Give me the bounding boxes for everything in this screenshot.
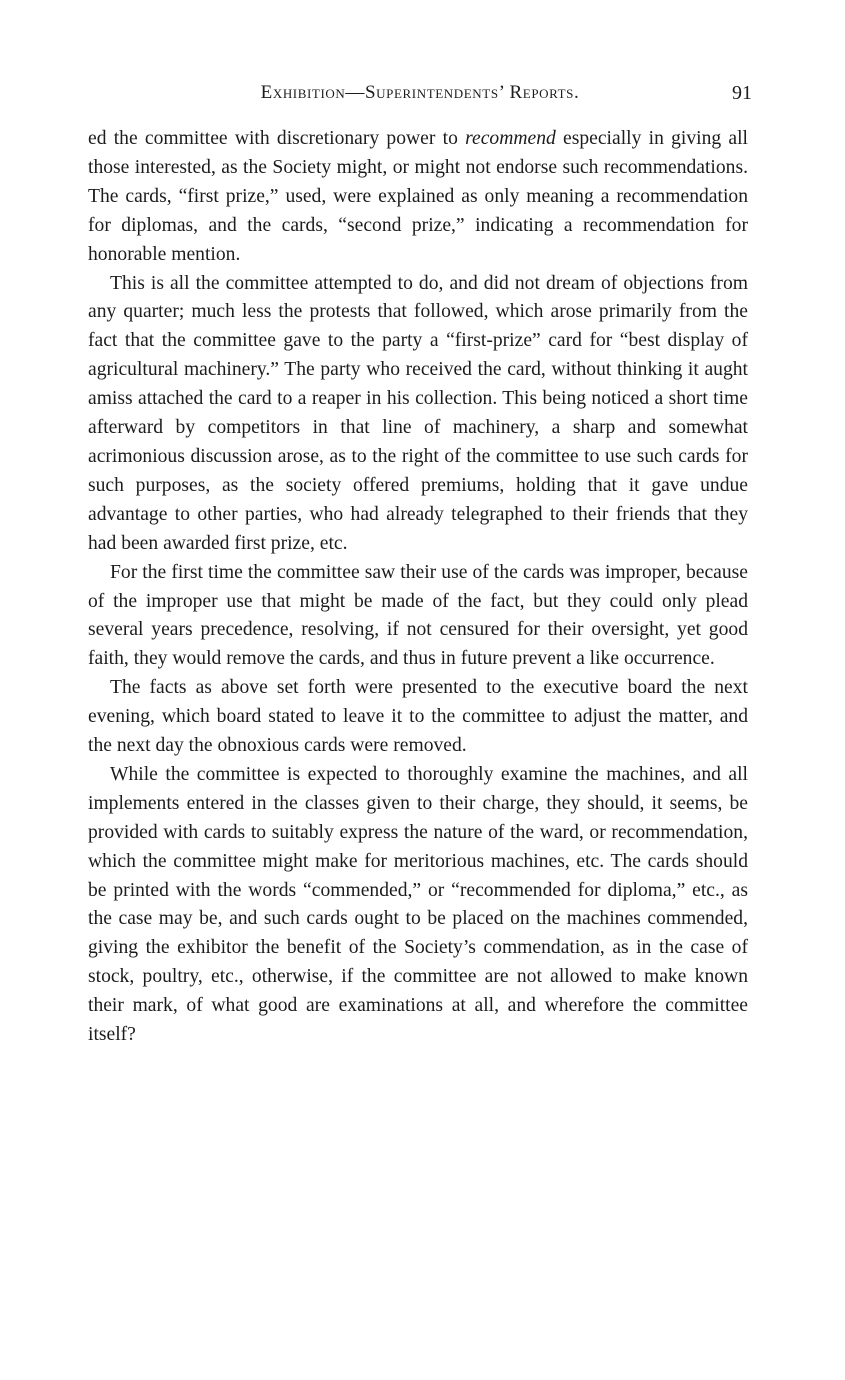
paragraph-3: For the first time the committee saw their use of the cards was improper, because of the improper use that might be made of the fact, but they could only plead several years precedence, resolving, if not censured for their oversight, yet good faith, they would remove the cards, and thus in future prevent a like occurrence. [88,561,748,670]
paragraph-1-text-start: ed the committee with discretionary power to [88,128,466,149]
emphasized-word: recommend [465,128,556,149]
paragraph-1-text-end: especially in giving all those interested, as the Society might, or might not endorse such recommendations. The cards, “first prize,” used, were explained as only meaning a recommendation for diplomas, and the cards, “second prize,” indicating a recommendation for honorable mention. [88,128,748,265]
running-title: Exhibition—Superintendents’ Reports. [260,82,580,103]
paragraph-5: While the committee is expected to thoroughly examine the machines, and all implements entered in the classes given to their charge, they should, it seems, be provided with cards to suitably express the nature of the ward, or recommendation, which the committee might make for meritorious machines, etc. The cards should be printed with the words “commended,” or “recommended for diploma,” etc., as the case may be, and such cards ought to be placed on the machines commended, giving the exhibitor the benefit of the Society’s commendation, as in the case of stock, poultry, etc., otherwise, if the committee are not allowed to make known their mark, of what good are examinations at all, and wherefore the committee itself? [88,763,748,1046]
paragraph-4: The facts as above set forth were presented to the executive board the next evening, which board stated to leave it to the committee to adjust the matter, and the next day the obnoxious cards were removed. [88,677,748,757]
page-number: 91 [732,82,752,104]
page-header [88,82,752,112]
paragraph-2: This is all the committee attempted to do, and did not dream of objections from any quarter; much less the protests that followed, which arose primarily from the fact that the committee gave to the party a “first-prize” card for “best display of agricultural machinery.” The party who received the card, without thinking it aught amiss attached the card to a reaper in his collection. This being noticed a short time afterward by competitors in that line of machinery, a sharp and somewhat acrimonious discussion arose, as to the right of the committee to use such cards for such purposes, as the society offered premiums, holding that it gave undue advantage to other parties, who had already telegraphed to their friends that they had been awarded first prize, etc. [88,272,748,554]
paragraph-1 [88,125,748,270]
body-text [88,125,748,1050]
